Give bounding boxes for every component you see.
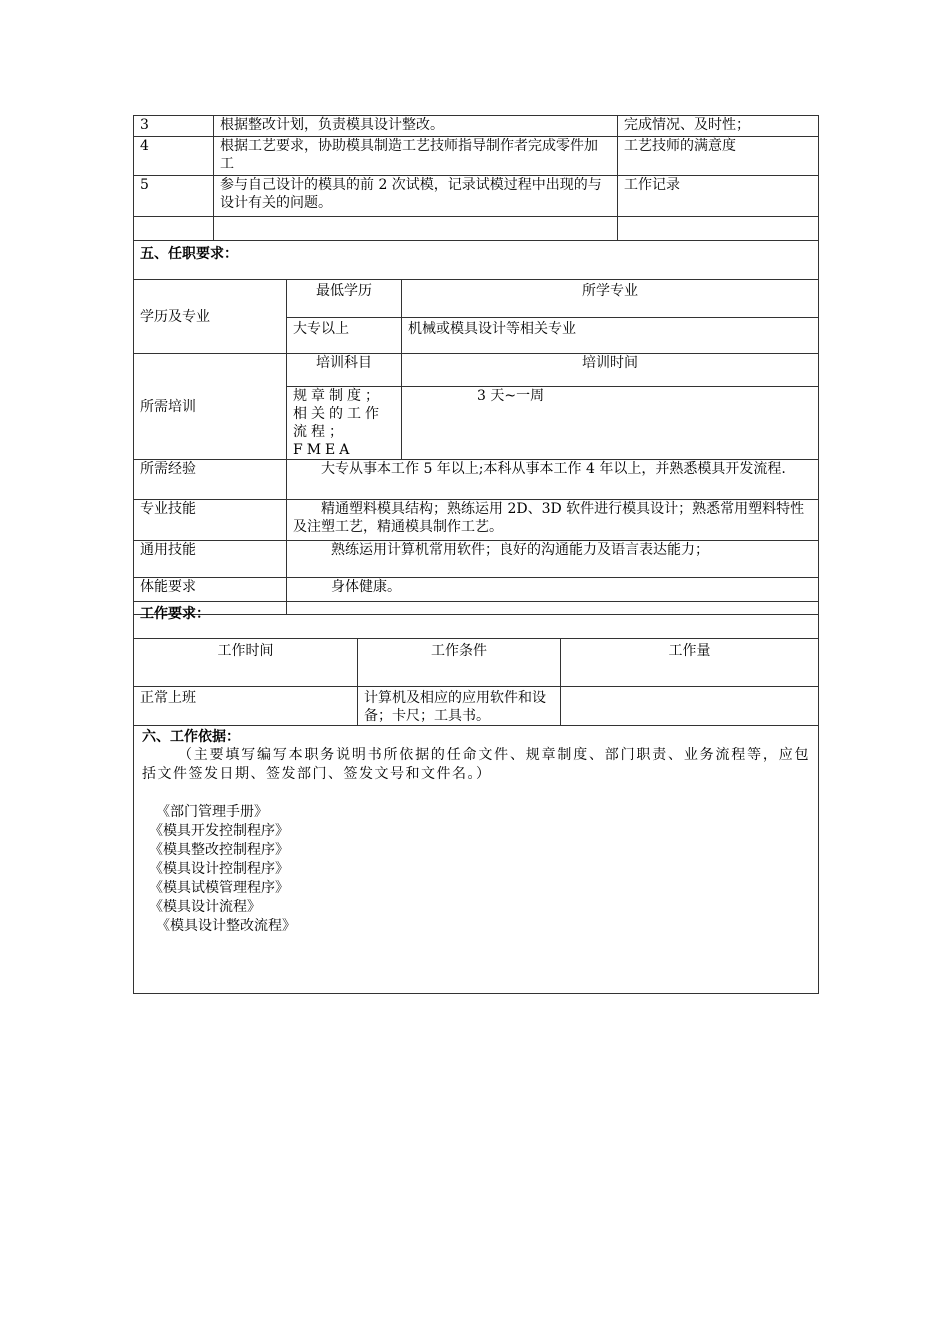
basis-document: 《部门管理手册》 bbox=[156, 804, 268, 820]
basis-document: 《模具设计整改流程》 bbox=[156, 918, 296, 934]
duty-no: 3 bbox=[134, 116, 214, 137]
training-time-value: 3 天~一周 bbox=[402, 387, 819, 460]
major-value: 机械或模具设计等相关专业 bbox=[402, 318, 819, 354]
duties-table bbox=[133, 115, 819, 241]
experience-value: 大专从事本工作 5 年以上;本科从事本工作 4 年以上，并熟悉模具开发流程. bbox=[287, 460, 819, 500]
basis-table bbox=[133, 725, 819, 994]
duty-standard: 工艺技师的满意度 bbox=[618, 137, 819, 176]
duty-row bbox=[134, 116, 819, 137]
duty-no: 5 bbox=[134, 176, 214, 217]
section5-title: 五、任职要求： bbox=[134, 241, 819, 280]
requirements-table bbox=[133, 240, 819, 615]
workload-value bbox=[561, 687, 819, 726]
work-time-value: 正常上班 bbox=[134, 687, 358, 726]
work-req-title: 工作要求： bbox=[134, 602, 819, 639]
duty-content: 根据整改计划，负责模具设计整改。 bbox=[214, 116, 618, 137]
education-label: 学历及专业 bbox=[134, 280, 287, 354]
basis-document: 《模具开发控制程序》 bbox=[149, 823, 289, 839]
work-requirements-table bbox=[133, 601, 819, 726]
section6-note: （主要填写编写本职务说明书所依据的任命文件、规章制度、部门职责、业务流程等，应包括文件签发日期、签发部门、签发文号和文件名。） bbox=[142, 747, 810, 782]
basis-document: 《模具设计流程》 bbox=[149, 899, 261, 915]
duty-row bbox=[134, 137, 819, 176]
physical-label: 体能要求 bbox=[134, 578, 287, 615]
basis-document: 《模具试模管理程序》 bbox=[149, 880, 289, 896]
work-condition-value: 计算机及相应的应用软件和设备；卡尺；工具书。 bbox=[358, 687, 561, 726]
training-label: 所需培训 bbox=[134, 354, 287, 460]
basis-document-list bbox=[142, 803, 810, 936]
professional-skills-label: 专业技能 bbox=[134, 500, 287, 541]
training-subject-value: 规章制度；相关的工作流程；FMEA bbox=[287, 387, 402, 460]
min-education-value: 大专以上 bbox=[287, 318, 402, 354]
duty-no: 4 bbox=[134, 137, 214, 176]
workload-header: 工作量 bbox=[561, 639, 819, 687]
duty-standard: 工作记录 bbox=[618, 176, 819, 217]
training-time-header: 培训时间 bbox=[402, 354, 819, 387]
major-header: 所学专业 bbox=[402, 280, 819, 318]
work-condition-header: 工作条件 bbox=[358, 639, 561, 687]
training-subject-header: 培训科目 bbox=[287, 354, 402, 387]
duty-row-empty bbox=[134, 217, 819, 241]
experience-label: 所需经验 bbox=[134, 460, 287, 500]
physical-value: 身体健康。 bbox=[287, 578, 819, 615]
general-skills-value: 熟练运用计算机常用软件；良好的沟通能力及语言表达能力； bbox=[287, 541, 819, 578]
professional-skills-value: 精通塑料模具结构；熟练运用 2D、3D 软件进行模具设计；熟悉常用塑料特性及注塑工艺，精通模具制作工艺。 bbox=[287, 500, 819, 541]
duty-row bbox=[134, 176, 819, 217]
general-skills-label: 通用技能 bbox=[134, 541, 287, 578]
duty-content: 参与自己设计的模具的前 2 次试模，记录试模过程中出现的与设计有关的问题。 bbox=[214, 176, 618, 217]
duty-standard: 完成情况、及时性； bbox=[618, 116, 819, 137]
min-education-header: 最低学历 bbox=[287, 280, 402, 318]
work-time-header: 工作时间 bbox=[134, 639, 358, 687]
section6-title: 六、工作依据： bbox=[142, 729, 240, 745]
basis-document: 《模具设计控制程序》 bbox=[149, 861, 289, 877]
basis-document: 《模具整改控制程序》 bbox=[149, 842, 289, 858]
duty-content: 根据工艺要求，协助模具制造工艺技师指导制作者完成零件加工 bbox=[214, 137, 618, 176]
